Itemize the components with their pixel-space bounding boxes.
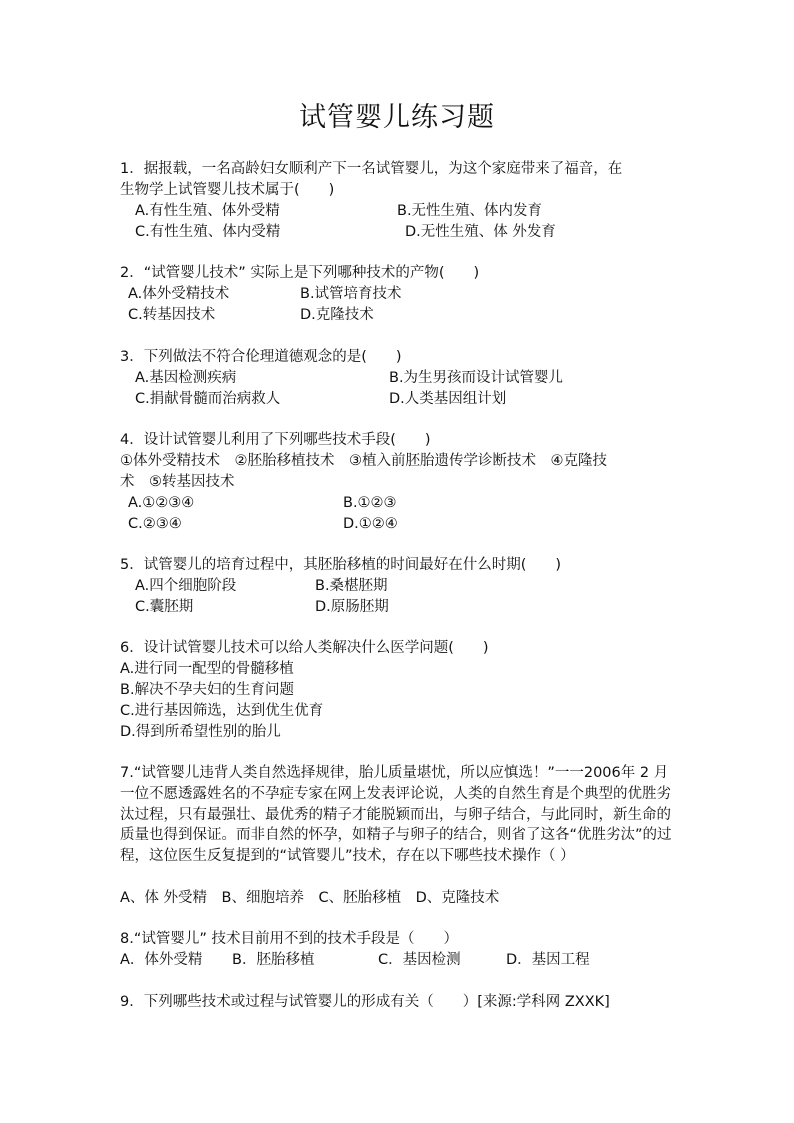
question-1-option-b: B.无性生殖、体内发育 [397,203,543,219]
page-title: 试管婴儿练习题 [299,102,495,133]
question-4-items-line2: 术 ⑤转基因技术 [120,474,235,490]
question-5-option-c: C.囊胚期 [135,599,194,615]
question-3-option-b: B.为生男孩而设计试管婴儿 [389,370,564,386]
question-3-option-a: A.基因检测疾病 [135,370,237,386]
question-4-option-a: A.①②③④ [128,495,195,511]
question-5-option-b: B.桑椹胚期 [315,578,388,594]
question-7-options: A、体 外受精 B、细胞培养 C、胚胎移植 D、克隆技术 [120,890,500,906]
question-6-option-c: C.进行基因筛选，达到优生优育 [120,703,324,719]
question-8-option-a: A．体外受精 [120,952,203,968]
question-4-stem: 4．设计试管婴儿利用了下列哪些技术手段( ) [120,432,431,448]
question-2-stem: 2．“试管婴儿技术” 实际上是下列哪种技术的产物( ) [120,265,480,281]
question-3-option-c: C.捐献骨髓而治病救人 [135,391,281,407]
question-8-option-d: D．基因工程 [506,952,590,968]
question-7-stem: 7.“试管婴儿违背人类自然选择规律，胎儿质量堪忧，所以应慎选！”一一2006年 2 月一位不愿透露姓名的不孕症专家在网上发表评论说，人类的自然生育是个典型的优胜劣汰过程，只有最强壮、最优秀的精子才能脱颖而出，与卵子结合，与此同时，新生命的质量也得到保证。而非自然的怀孕，如精子与卵子的结合，则省了这各“优胜劣汰”的过程，这位医生反复提到的“试管婴儿”技术，存在以下哪些技术操作（ ） [120,765,672,865]
question-8-stem: 8.“试管婴儿” 技术目前用不到的技术手段是（ ） [120,931,458,947]
question-1-option-c: C.有性生殖、体内受精 [135,224,281,240]
question-4-option-c: C.②③④ [128,516,182,532]
question-6-stem: 6．设计试管婴儿技术可以给人类解决什么医学问题( ) [120,640,489,656]
question-5-option-d: D.原肠胚期 [315,599,389,615]
question-3-stem: 3．下列做法不符合伦理道德观念的是( ) [120,349,402,365]
question-4-option-b: B.①②③ [343,495,397,511]
question-9-stem: 9．下列哪些技术或过程与试管婴儿的形成有关（ ）[来源:学科网 ZXXK] [120,994,610,1010]
question-4-option-d: D.①②④ [343,516,398,532]
question-1-option-a: A.有性生殖、体外受精 [135,203,280,219]
question-2-option-a: A.体外受精技术 [128,286,230,302]
question-1-stem-line2: 生物学上试管婴儿技术属于( ) [120,182,335,198]
question-6-option-b: B.解决不孕夫妇的生育问题 [120,682,295,698]
question-8-option-c: C．基因检测 [378,952,461,968]
question-6-option-d: D.得到所希望性别的胎儿 [120,724,281,740]
question-5-stem: 5．试管婴儿的培育过程中，其胚胎移植的时间最好在什么时期( ) [120,557,562,573]
question-1-option-d: D.无性生殖、体 外发育 [405,224,556,240]
question-8-option-b: B．胚胎移植 [232,952,315,968]
question-2-option-b: B.试管培育技术 [300,286,402,302]
question-1-stem-line1: 1．据报载，一名高龄妇女顺利产下一名试管婴儿，为这个家庭带来了福音，在 [120,161,623,177]
question-2-option-c: C.转基因技术 [128,307,216,323]
question-6-option-a: A.进行同一配型的骨髓移植 [120,661,294,677]
question-5-option-a: A.四个细胞阶段 [135,578,237,594]
question-3-option-d: D.人类基因组计划 [389,391,507,407]
question-4-items-line1: ①体外受精技术 ②胚胎移植技术 ③植入前胚胎遗传学诊断技术 ④克隆技 [120,453,607,469]
question-2-option-d: D.克隆技术 [300,307,374,323]
